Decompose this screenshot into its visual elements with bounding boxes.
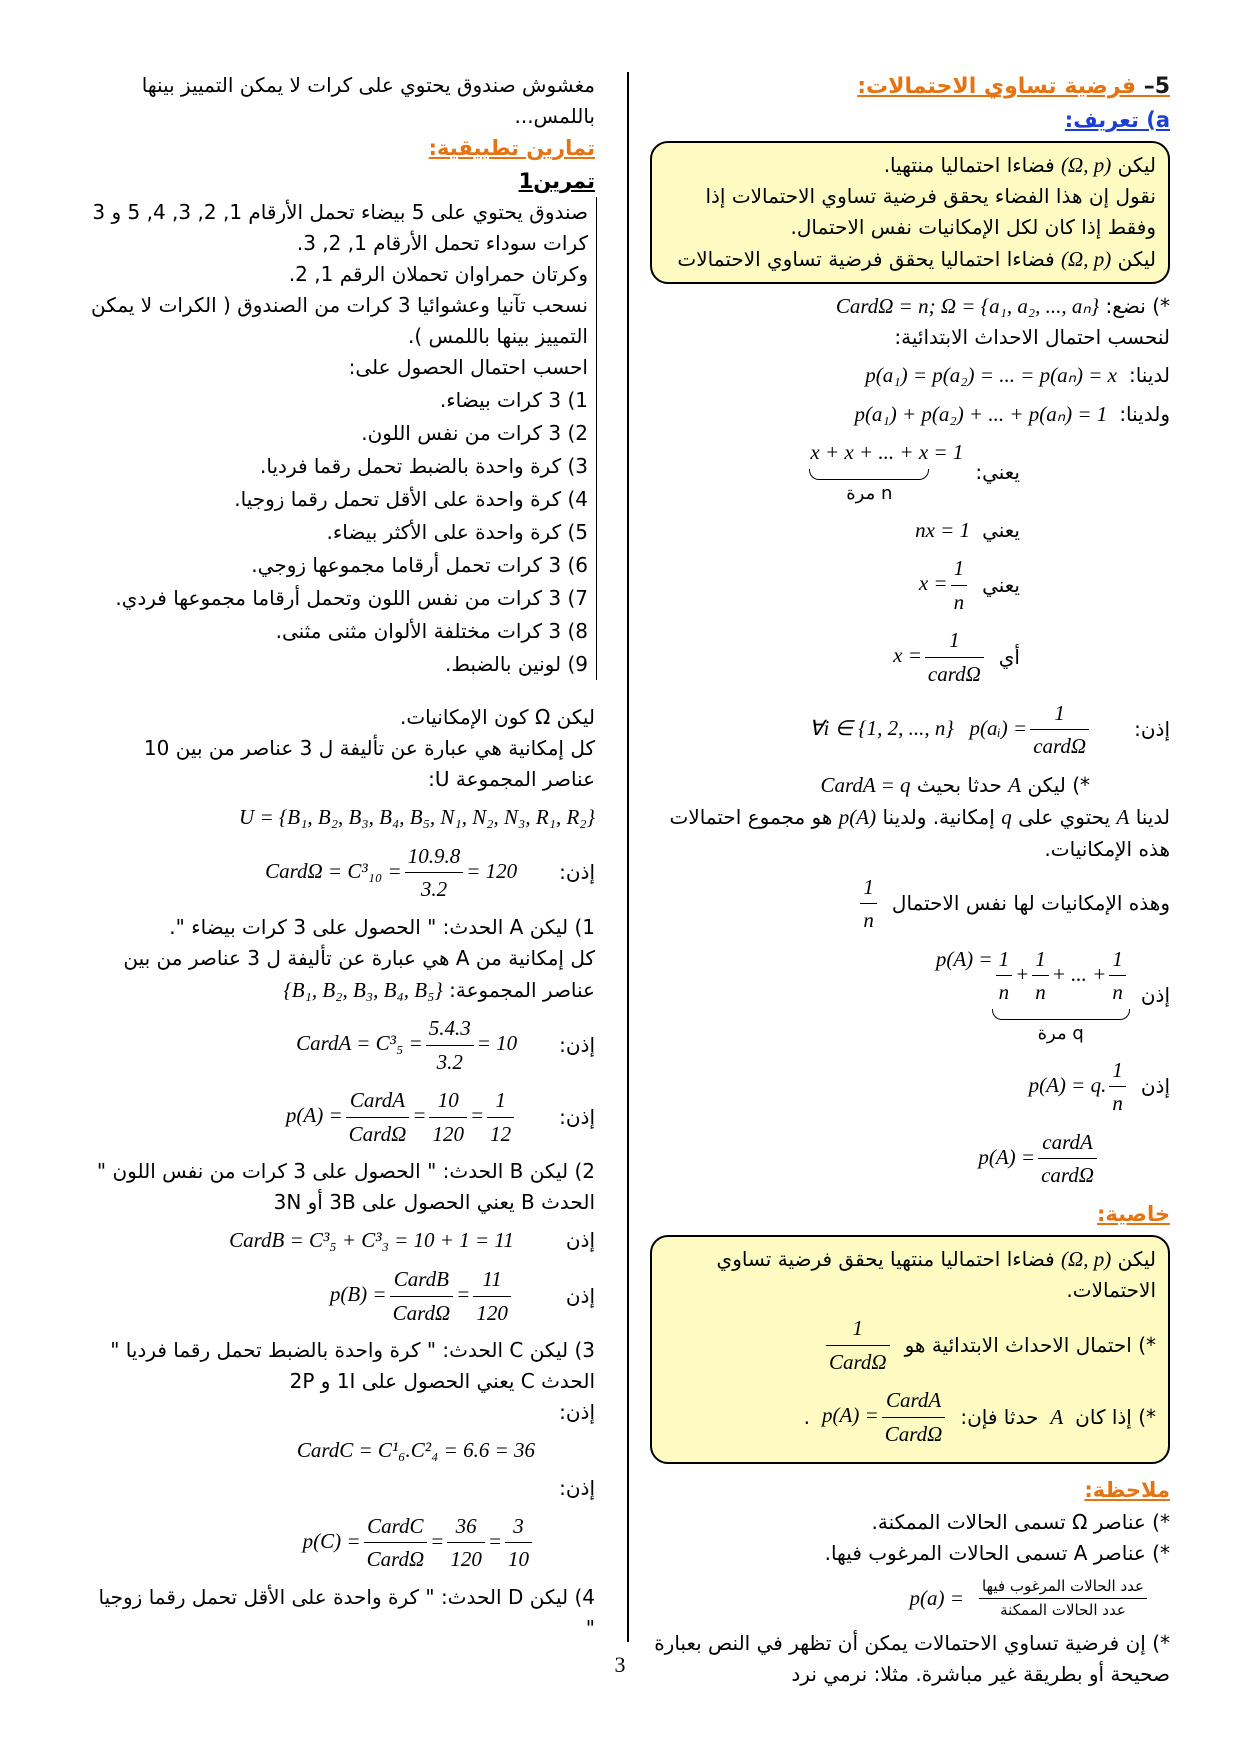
U-set: U = {B₁, B₂, B₃, B₄, B₅, N₁, N₂, N₃, R₁, R₂} — [239, 805, 595, 830]
pB-line: إذن p(B) = $\frac{\text{CardB}}{\text{CardΩ}}$ = $\frac{11}{120}$ — [90, 1263, 595, 1329]
s3-thus: إذن: — [559, 1400, 595, 1425]
prop-line-1: ليكن (Ω, p) فضاءا احتماليا منتهيا يحقق فرضية تساوي الاحتمالات. — [716, 1246, 1156, 1303]
note-3: *) إن فرضية تساوي الاحتمالات يمكن أن تظهر في النص بعبارة صحيحة أو بطريقة غير مباشرة. مثلا: نرمي نرد — [654, 1631, 1170, 1687]
ex-line-3: نسحب تآنيا وعشوائيا 3 كرات من الصندوق ( الكرات لا يمكن التمييز بينها باللمس ). — [91, 293, 588, 349]
list-item: 5) كرة واحدة على الأكثر بيضاء. — [326, 520, 588, 545]
def-line-3: ليكن (Ω, p) فضاءا احتماليا يحقق فرضية تساوي الاحتمالات — [677, 247, 1156, 272]
def-line-2: نقول إن هذا الفضاء يحقق فرضية تساوي الاحتمالات إذا وفقط إذا كان لكل الإمكانيات نفس الاحتمال. — [705, 184, 1156, 240]
q-dot-line: إذن p(A) = q. $\frac{1}{n}$ — [650, 1054, 1170, 1120]
property-title: خاصية: — [1096, 1202, 1170, 1226]
sum-frac-line: إذن p(A) = $\frac{1}{n}$ + $\frac{1}{n}$ + ... + $\frac{1}{n}$ q مرة — [650, 943, 1170, 1048]
definition-letter: a — [1155, 108, 1170, 133]
section-number: 5– — [1143, 74, 1170, 99]
cardC-line: CardC = C¹₆.C²₄ = 6.6 = 36 — [296, 1438, 535, 1463]
exercise-statement — [90, 197, 597, 680]
card-omega-line: إذن: CardΩ = C³₁₀ = $\frac{10.9.8}{3.2}$ = 120 — [90, 840, 595, 906]
note-formula: $\frac{\text{عدد الحالات المرغوب فيها}}{\text{عدد الحالات الممكنة}}$ p(a) = — [650, 1575, 1170, 1623]
note-2: *) عناصر A تسمى الحالات المرغوب فيها. — [824, 1540, 1170, 1565]
list-item: 8) 3 كرات مختلفة الألوان مثنى مثنى. — [275, 619, 588, 644]
ex-line-1: صندوق يحتوي على 5 بيضاء تحمل الأرقام 1, 2, 3, 4, 5 و 3 كرات سوداء تحمل الأرقام 1, 2, 3. — [92, 200, 588, 256]
top-continuation: مغشوش صندوق يحتوي على كرات لا يمكن التمييز بينها باللمس... — [141, 73, 595, 128]
prop-line-3: *) إذا كان A حدثا فإن: p(A) = $\frac{\text{CardA}}{\text{CardΩ}}$ . — [664, 1384, 1156, 1450]
x-card-line: أي x = $\frac{1}{\text{cardΩ}}$ — [650, 624, 1170, 690]
pC-line: p(C) = $\frac{\text{CardC}}{\text{CardΩ}}$ = $\frac{36}{120}$ = $\frac{3}{10}$ — [90, 1510, 595, 1576]
ex-line-2: وكرتان حمراوان تحملان الرقم 1, 2. — [288, 262, 588, 287]
sol-2: كل إمكانية هي عبارة عن تأليفة ل 3 عناصر من بين 10 عناصر المجموعة U: — [143, 736, 595, 792]
section-title-text: فرضية تساوي الاحتمالات: — [857, 74, 1137, 99]
list-item: 4) كرة واحدة على الأقل تحمل رقما زوجيا. — [234, 487, 588, 512]
event-line: *) ليكن A حدثا بحيث CardA = q — [820, 772, 1090, 797]
property-box — [650, 1235, 1170, 1465]
s1-b: كل إمكانية من A هي عبارة عن تأليفة ل 3 عناصر من بين عناصر المجموعة: {B₁, B₂, B₃, B₄, B₅} — [123, 945, 595, 1002]
section-title — [650, 70, 1170, 104]
list-item: 1) 3 كرات بيضاء. — [439, 388, 588, 413]
list-item: 9) لونين بالضبط. — [445, 652, 588, 677]
page-number: 3 — [614, 1652, 626, 1677]
sum-brace: x + x + ... + x n مرة — [810, 440, 929, 504]
and-have-line: ولدينا: p(a₁) + p(a₂) + ... + p(aₙ) = 1 — [854, 401, 1170, 426]
sol-1: ليكن Ω كون الإمكانيات. — [399, 705, 595, 730]
pA-card-line: p(A) = $\frac{\text{cardA}}{\text{cardΩ}}$ — [650, 1126, 1170, 1192]
compute-intro: لنحسب احتمال الاحداث الابتدائية: — [894, 325, 1170, 350]
list-item: 6) 3 كرات تحمل أرقاما مجموعها زوجي. — [251, 553, 588, 578]
p-ai-line: إذن: ∀i ∈ {1, 2, ..., n} p(aᵢ) = $\frac{1}{\text{cardΩ}}$ — [650, 697, 1170, 763]
s4-a: 4) ليكن D الحدث: " كرة واحدة على الأقل تحمل رقما زوجيا " — [98, 1584, 595, 1640]
list-item: 2) 3 كرات من نفس اللون. — [361, 421, 588, 446]
cardB-line: إذن CardB = C³₅ + C³₃ = 10 + 1 = 11 — [229, 1228, 595, 1253]
ex-line-4: احسب احتمال الحصول على: — [348, 355, 588, 380]
s2-a: 2) ليكن B الحدث: " الحصول على 3 كرات من نفس اللون " الحدث B يعني الحصول على 3B أو 3N — [96, 1159, 595, 1215]
s3-a: 3) ليكن C الحدث: " كرة واحدة بالضبط تحمل رقما فرديا " الحدث C يعني الحصول على 1I و 2P — [110, 1338, 595, 1394]
means-line: يعني: x + x + ... + x n مرة = 1 — [650, 436, 1170, 507]
pA-line: إذن: p(A) = $\frac{\text{CardA}}{\text{CardΩ}}$ = $\frac{10}{120}$ = $\frac{1}{12}$ — [90, 1084, 595, 1150]
cardA-line: إذن: CardA = C³₅ = $\frac{5.4.3}{3.2}$ = 10 — [90, 1012, 595, 1078]
list-item: 3) كرة واحدة بالضبط تحمل رقما فرديا. — [260, 454, 588, 479]
x-line: يعني x = $\frac{1}{n}$ — [650, 552, 1170, 618]
s3-thus-2: إذن: — [559, 1475, 595, 1500]
pose-line: *) نضع: CardΩ = n; Ω = {a₁, a₂, ..., aₙ} — [835, 293, 1170, 318]
definition-heading-text: تعريف: — [1064, 108, 1139, 133]
nx-line: يعني nx = 1 — [915, 517, 1020, 542]
note-1: *) عناصر Ω تسمى الحالات الممكنة. — [871, 1509, 1170, 1534]
practice-title: تمارين تطبيقية: — [428, 136, 595, 160]
def-line-1: ليكن (Ω, p) فضاءا احتماليا منتهيا. — [883, 152, 1156, 177]
exercise-title: تمرين1 — [518, 168, 595, 193]
definition-heading: a) تعريف: — [1064, 108, 1170, 133]
list-item: 7) 3 كرات من نفس اللون وتحمل أرقاما مجموعها فردي. — [115, 586, 588, 611]
column-divider — [627, 72, 629, 1642]
definition-box — [650, 141, 1170, 284]
prop-line-2: *) احتمال الاحداث الابتدائية هو $\frac{1}{\text{CardΩ}}$ — [664, 1312, 1156, 1378]
have-line: لدينا: p(a₁) = p(a₂) = ... = p(aₙ) = x — [865, 363, 1170, 388]
sum-frac-brace: $\frac{1}{n}$ + $\frac{1}{n}$ + ... + $\frac{1}{n}$ q مرة — [993, 943, 1129, 1048]
right-column — [650, 70, 1170, 1690]
same-prob-line: وهذه الإمكانيات لها نفس الاحتمال $\frac{1}{n}$ — [650, 871, 1170, 937]
s1-a: 1) ليكن A الحدث: " الحصول على 3 كرات بيضاء ". — [169, 914, 595, 939]
exercise-items — [90, 385, 588, 680]
left-column — [90, 70, 595, 1644]
note-title: ملاحظة: — [1084, 1478, 1170, 1503]
q-line: لدينا A يحتوي على q إمكانية. ولدينا p(A) هو مجموع احتمالات هذه الإمكانيات. — [669, 805, 1170, 861]
